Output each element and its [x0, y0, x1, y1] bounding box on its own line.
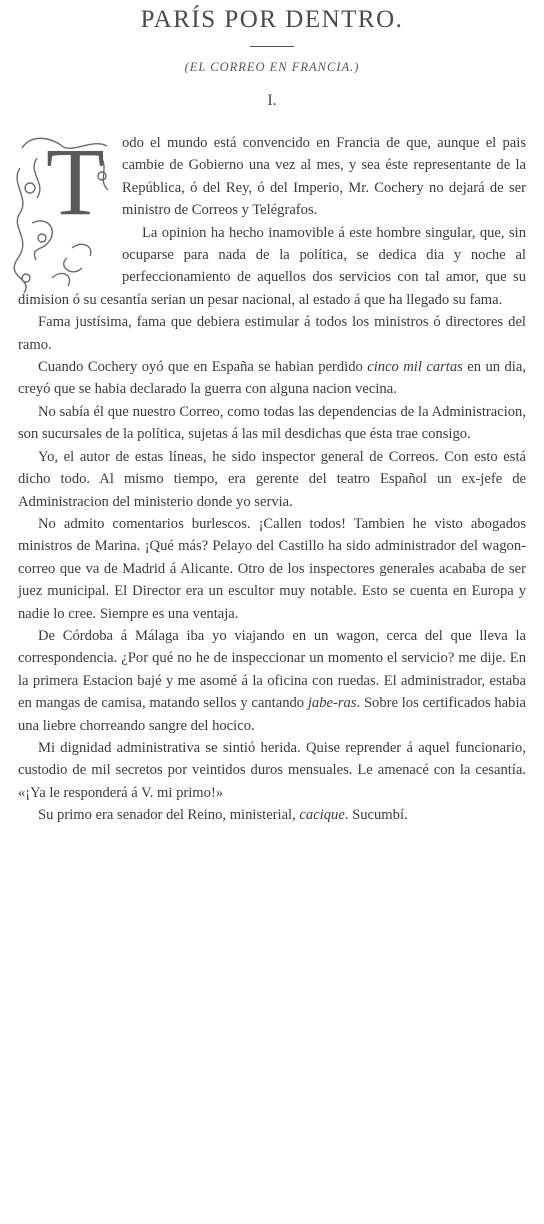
article-body — [18, 128, 526, 827]
page-title: PARÍS POR DENTRO. — [140, 6, 404, 33]
paragraph-4-text-b: en un dia, creyó que se habia declarado la guerra con alguna nacion vecina. — [18, 359, 526, 398]
paragraph-10-text-a: Su primo era senador del Reino, ministerial, — [38, 807, 300, 824]
paragraph-2: La opinion ha hecho inamovible á este hombre singular, que, sin ocuparse para nada de la política, se dedica dia y noche al perfeccionamiento de aquellos dos servicios con tal amor, que su dimision ó su cesantía serian un pesar nacional, al estado á que ha llegado su fama. — [18, 224, 526, 308]
paragraph-4 — [18, 356, 526, 401]
paragraph-7: No admito comentarios burlescos. ¡Callen todos! Tambien he visto abogados ministros de Marina. ¡Qué más? Pelayo del Castillo ha sido administrador del wagon-correo que va de Madrid á Alicante. Otro de los inspectores generales acababa de ser juez municipal. El Director era un escultor muy notable. Esto se cuenta en Europa y nadie lo cree. Siempre es una ventaja. — [18, 515, 526, 622]
paragraph-5: No sabía él que nuestro Correo, como todas las dependencias de la Administracion, son sucursales de la política, sujetas á las mil desdichas que ésta trae consigo. — [18, 403, 526, 443]
paragraph-4-emphasis: cinco mil cartas — [367, 359, 463, 376]
paragraph-8-text-a: De Córdoba á Málaga iba yo viajando en un wagon, cerca del que lleva la correspondencia. ¿Por qué no he de inspeccionar un momento el servicio? me dije. En la primera Estacion bajé y me asomé á la oficina con ruedas. El administrador, estaba en mangas de camisa, matando sellos y cantando — [18, 627, 526, 712]
title-rule — [250, 46, 294, 47]
paragraph-9: Mi dignidad administrativa se sintió herida. Quise reprender á aquel funcionario, custodio de mil secretos por veintidos duros mensuales. Le amenacé con la cesantía. «¡Ya le responderá á V. mi primo!» — [18, 739, 526, 801]
paragraph-8 — [18, 625, 526, 737]
paragraph-10 — [18, 804, 526, 826]
paragraph-8-text-b: . Sobre los certificados habia una liebre chorreando sangre del hocico. — [18, 695, 526, 734]
drop-cap-letter: T — [46, 128, 105, 235]
paragraph-3: Fama justísima, fama que debiera estimular á todos los ministros ó directores del ramo. — [18, 314, 526, 353]
paragraph-1: odo el mundo está convencido en Francia de que, aunque el pais cambie de Gobierno una vez al mes, y sea éste representante de la República, ó del Rey, ó del Imperio, Mr. Cochery no dejará de ser ministro de Correos y Telégrafos. — [122, 135, 526, 219]
page-subtitle: (EL CORREO EN FRANCIA.) — [184, 60, 360, 74]
paragraph-8-emphasis: jabe-ras — [307, 695, 357, 712]
section-number: I. — [267, 92, 277, 109]
paragraph-6: Yo, el autor de estas líneas, he sido inspector general de Correos. Con esto está dicho todo. Al mismo tiempo, era gerente del teatro Español un ex-jefe de Administracion del ministerio donde yo servia. — [18, 448, 526, 510]
paragraph-4-text-a: Cuando Cochery oyó que en España se habian perdido — [38, 359, 368, 376]
paragraph-10-emphasis: cacique — [299, 807, 345, 824]
paragraph-10-text-b: . Sucumbí. — [344, 807, 408, 824]
